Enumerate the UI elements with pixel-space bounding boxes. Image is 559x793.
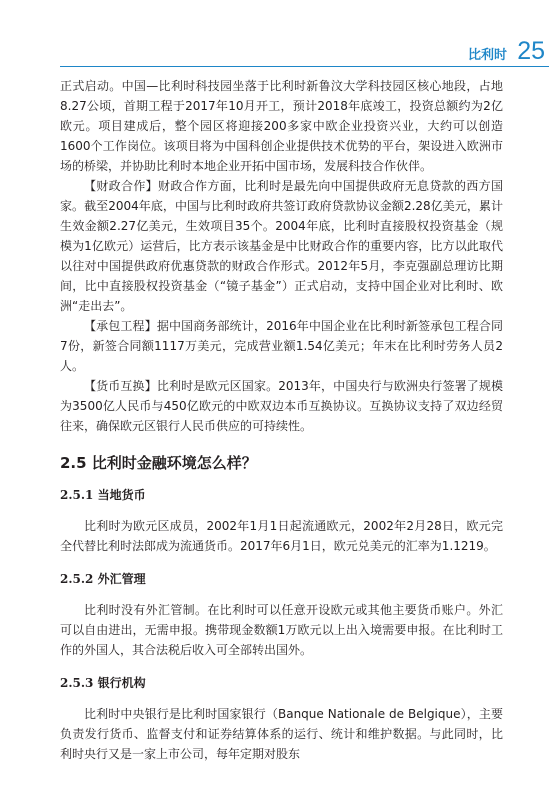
subsection-heading-local-currency: 2.5.1 当地货币 — [60, 488, 146, 502]
header-rule — [60, 66, 549, 67]
paragraph-continued: 正式启动。中国—比利时科技园坐落于比利时新鲁汶大学科技园区核心地段，占地8.27公顷，首期工程于2017年10月开工，预计2018年底竣工，投资总额约为2亿欧元。项目建成后，整个园区将迎接200多家中欧企业投资兴业，大约可以创造1600个工作岗位。该项目将为中国科创企业提供技术优势的平台，架设进入欧洲市场的桥梁，并协助比利时本地企业开拓中国市场，发展科技合作伙伴。 — [60, 79, 503, 173]
page-body — [60, 76, 503, 764]
subsection-heading-banks: 2.5.3 银行机构 — [60, 676, 146, 690]
running-section-title: 比利时 — [467, 48, 507, 63]
page-number: 25 — [517, 37, 545, 65]
paragraph-banks: 比利时中央银行是比利时国家银行（Banque Nationale de Belgique），主要负责发行货币、监督支付和证券结算体系的运行、统计和维护数据。与此同时，比利时央行又是一家上市公司，每年定期对股东 — [60, 707, 503, 761]
page-header — [0, 0, 559, 80]
paragraph-currency-swap: 【货币互换】比利时是欧元区国家。2013年，中国央行与欧洲央行签署了规模为3500亿人民币与450亿欧元的中欧双边本币互换协议。互换协议支持了双边经贸往来，确保欧元区银行人民币供应的可持续性。 — [60, 379, 503, 433]
subsection-heading-forex: 2.5.2 外汇管理 — [60, 572, 146, 586]
paragraph-forex: 比利时没有外汇管制。在比利时可以任意开设欧元或其他主要货币账户。外汇可以自由进出，无需申报。携带现金数额1万欧元以上出入境需要申报。在比利时工作的外国人，其合法税后收入可全部转出国外。 — [60, 603, 503, 657]
paragraph-local-currency: 比利时为欧元区成员，2002年1月1日起流通欧元，2002年2月28日，欧元完全代替比利时法郎成为流通货币。2017年6月1日，欧元兑美元的汇率为1.1219。 — [60, 519, 503, 553]
section-heading: 2.5 比利时金融环境怎么样？ — [60, 454, 257, 472]
paragraph-contract-engineering: 【承包工程】据中国商务部统计，2016年中国企业在比利时新签承包工程合同7份，新签合同额1117万美元，完成营业额1.54亿美元；年末在比利时劳务人员2人。 — [60, 319, 503, 373]
paragraph-financial-cooperation: 【财政合作】财政合作方面，比利时是最先向中国提供政府无息贷款的西方国家。截至2004年底，中国与比利时政府共签订政府贷款协议金额2.28亿美元，累计生效金额2.27亿美元，生效项目35个。2004年底，比利时直接股权投资基金（规模为1亿欧元）运营后，比方表示该基金是中比财政合作的重要内容，比方以此取代以往对中国提供政府优惠贷款的财政合作形式。2012年5月，李克强副总理访比期间，比中直接股权投资基金（“镜子基金”）正式启动，支持中国企业对比利时、欧洲“走出去”。 — [60, 179, 503, 313]
